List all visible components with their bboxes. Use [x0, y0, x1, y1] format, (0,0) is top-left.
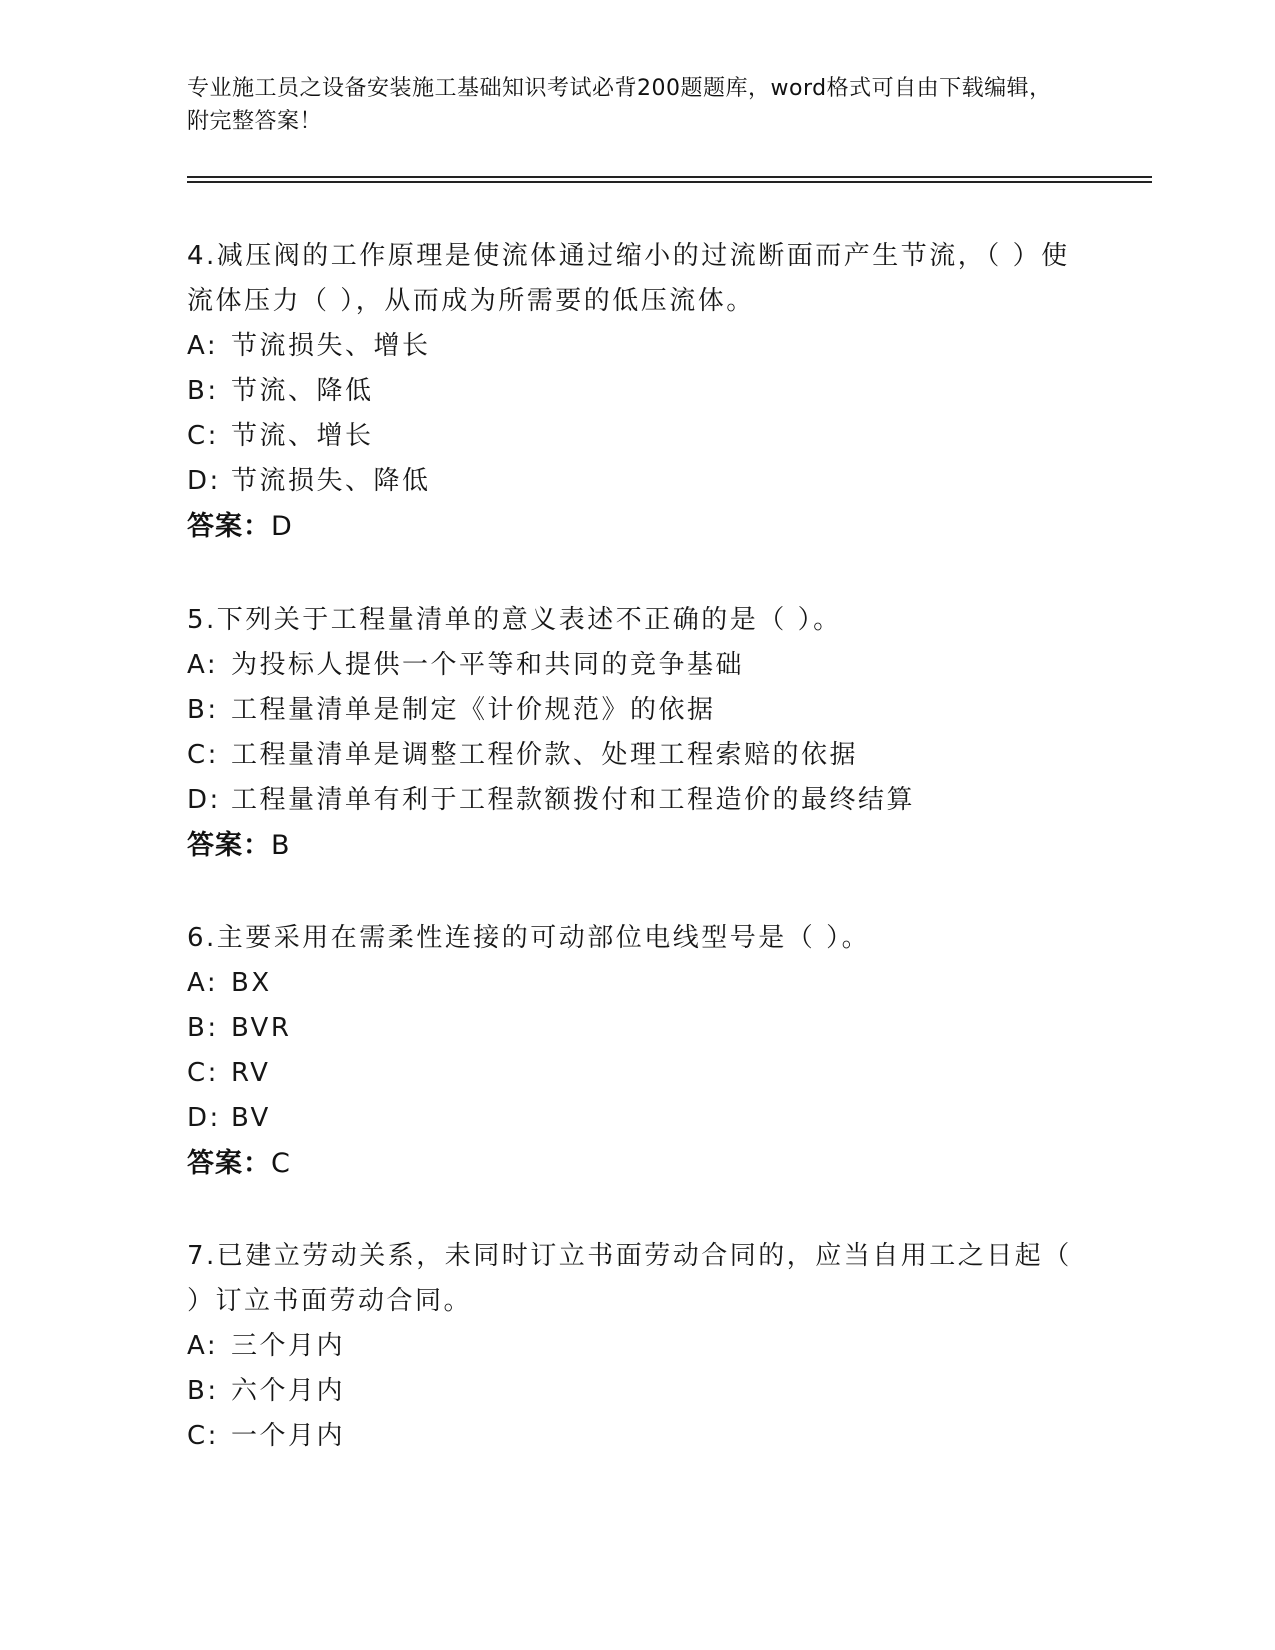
option-text: 工程量清单是制定《计价规范》的依据 [231, 695, 716, 725]
question-6 [187, 916, 1087, 1186]
option-c [187, 414, 1087, 459]
option-key: C: [187, 740, 219, 770]
answer-value: B [271, 830, 291, 861]
question-stem: 4.减压阀的工作原理是使流体通过缩小的过流断面而产生节流，（ ）使流体压力（ ），从而成为所需要的低压流体。 [187, 241, 1070, 316]
option-key: A: [187, 968, 219, 998]
option-text: 节流损失、降低 [231, 466, 431, 496]
option-key: B: [187, 1013, 219, 1043]
option-key: B: [187, 695, 219, 725]
option-key: D: [187, 1103, 221, 1133]
answer-label: 答案： [187, 830, 271, 861]
option-text: BX [231, 968, 272, 998]
answer-label: 答案： [187, 1148, 271, 1179]
option-key: D: [187, 785, 221, 815]
option-text: 工程量清单是调整工程价款、处理工程索赔的依据 [231, 740, 859, 770]
option-key: C: [187, 421, 219, 451]
option-d [187, 459, 1087, 504]
option-a [187, 324, 1087, 369]
question-stem: 7.已建立劳动关系，未同时订立书面劳动合同的，应当自用工之日起（ ）订立书面劳动合同。 [187, 1241, 1072, 1316]
option-text: 一个月内 [231, 1421, 346, 1451]
option-key: B: [187, 376, 219, 406]
option-b [187, 1369, 1087, 1414]
option-a [187, 643, 1087, 688]
option-text: 工程量清单有利于工程款额拨付和工程造价的最终结算 [231, 785, 916, 815]
option-key: C: [187, 1058, 219, 1088]
option-a [187, 961, 1087, 1006]
header-divider-line-double [187, 181, 1152, 183]
option-key: C: [187, 1421, 219, 1451]
option-d [187, 778, 1087, 823]
option-key: A: [187, 1331, 219, 1361]
option-b [187, 688, 1087, 733]
question-5 [187, 598, 1087, 868]
option-key: A: [187, 331, 219, 361]
option-c [187, 733, 1087, 778]
header-divider-line [187, 176, 1152, 178]
option-key: D: [187, 466, 221, 496]
option-text: 为投标人提供一个平等和共同的竞争基础 [231, 650, 745, 680]
option-text: 节流、增长 [231, 421, 374, 451]
option-a [187, 1324, 1087, 1369]
answer-line [187, 1141, 1087, 1186]
answer-line [187, 504, 1087, 549]
option-text: BV [231, 1103, 271, 1133]
option-c [187, 1051, 1087, 1096]
question-stem: 5.下列关于工程量清单的意义表述不正确的是（ ）。 [187, 605, 842, 635]
option-text: 节流损失、增长 [231, 331, 431, 361]
option-text: 节流、降低 [231, 376, 374, 406]
question-stem: 6.主要采用在需柔性连接的可动部位电线型号是（ ）。 [187, 923, 871, 953]
question-4 [187, 234, 1087, 549]
option-text: 三个月内 [231, 1331, 346, 1361]
option-d [187, 1096, 1087, 1141]
option-b [187, 1006, 1087, 1051]
answer-value: D [271, 511, 293, 542]
document-header-title: 专业施工员之设备安装施工基础知识考试必背200题题库，word格式可自由下载编辑，附完整答案！ [187, 76, 1052, 134]
option-b [187, 369, 1087, 414]
option-text: BVR [231, 1013, 292, 1043]
question-7 [187, 1234, 1087, 1459]
answer-label: 答案： [187, 511, 271, 542]
option-key: B: [187, 1376, 219, 1406]
answer-value: C [271, 1148, 291, 1179]
option-key: A: [187, 650, 219, 680]
option-text: RV [231, 1058, 271, 1088]
option-text: 六个月内 [231, 1376, 346, 1406]
answer-line [187, 823, 1087, 868]
option-c [187, 1414, 1087, 1459]
